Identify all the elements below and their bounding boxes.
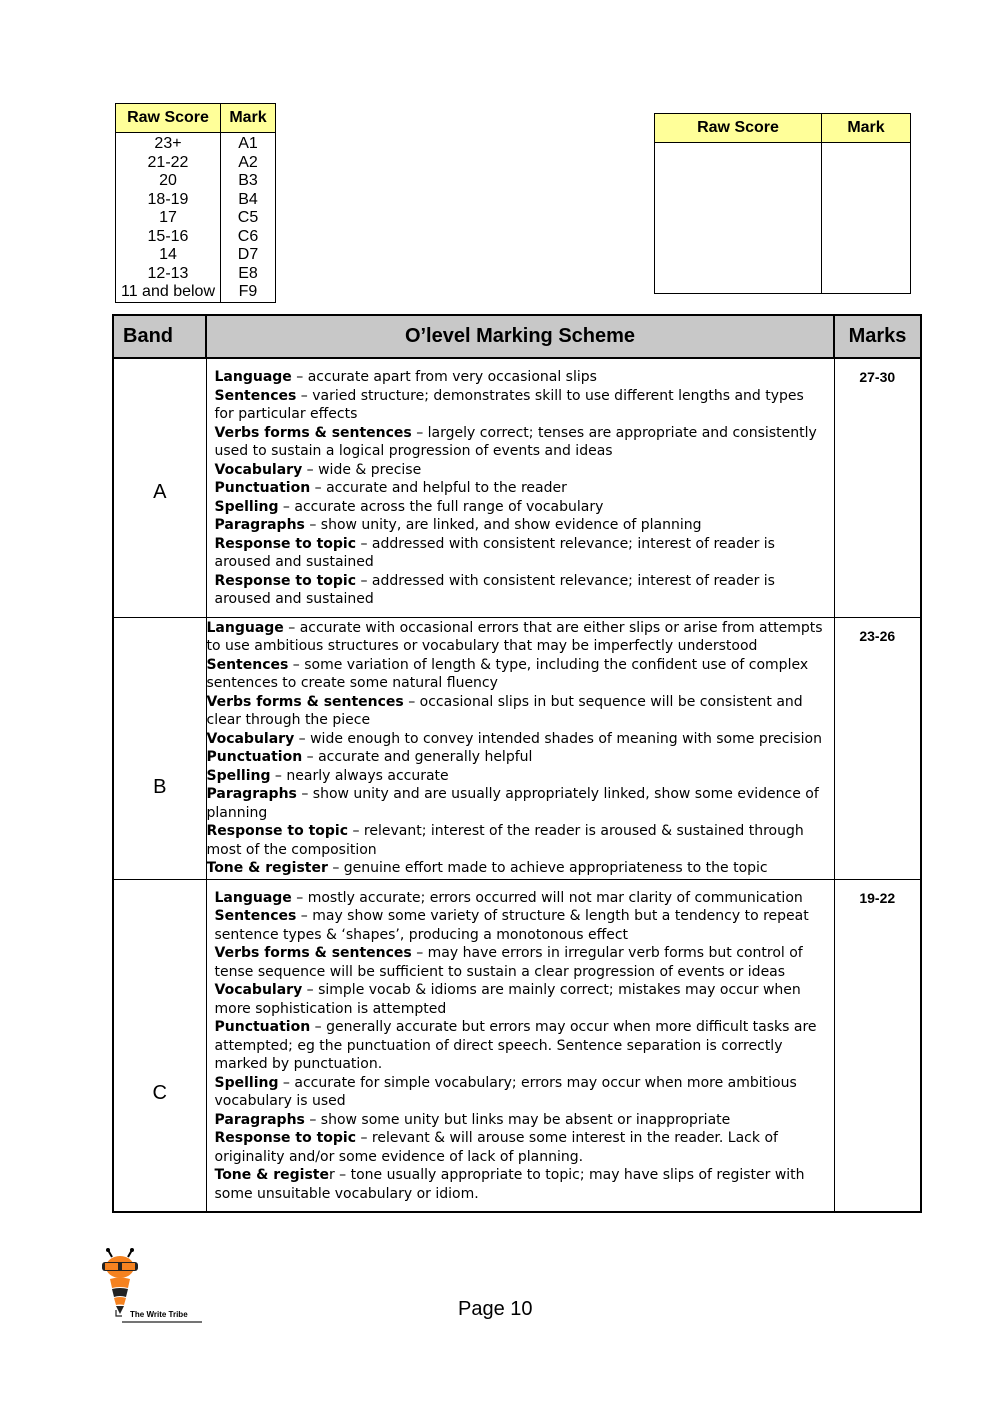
criterion-text: – wide & precise bbox=[302, 461, 422, 478]
conversion-row bbox=[116, 209, 276, 228]
criterion bbox=[215, 368, 828, 387]
logo-text: The Write Tribe bbox=[130, 1310, 188, 1319]
criterion bbox=[215, 1111, 828, 1130]
criterion bbox=[207, 619, 830, 656]
criterion-text: – largely correct; tenses are appropriate and consistently used to sustain a logical progression of events and ideas bbox=[214, 424, 817, 459]
band-marks: 23-26 bbox=[834, 617, 921, 879]
criterion-term: Response to topic bbox=[214, 1130, 357, 1146]
raw-score-conversion-table bbox=[115, 103, 276, 303]
criterion bbox=[215, 1018, 828, 1074]
criterion-text: – mostly accurate; errors occurred will not mar clarity of communication bbox=[291, 889, 803, 906]
conversion-row bbox=[116, 228, 276, 247]
criterion bbox=[215, 461, 828, 480]
mark-entry-cell[interactable] bbox=[822, 143, 911, 294]
criterion-text: – occasional slips in but sequence will be consistent and clear through the piece bbox=[206, 693, 803, 728]
criterion-term: Spelling bbox=[214, 498, 279, 515]
criterion-term: Sentences bbox=[206, 656, 289, 673]
criterion-term: Language bbox=[206, 619, 284, 636]
scheme-rows bbox=[113, 358, 921, 1212]
criterion-text: – show unity, are linked, and show evidence of planning bbox=[304, 517, 702, 533]
criterion-term: Response to topic bbox=[214, 535, 357, 552]
page-number: Page 10 bbox=[458, 1298, 533, 1320]
conversion-row bbox=[116, 265, 276, 284]
conversion-rows bbox=[116, 133, 276, 303]
criterion-text: – accurate for simple vocabulary; errors may occur when more ambitious vocabulary is used bbox=[214, 1074, 797, 1109]
criterion-term: Vocabulary bbox=[214, 982, 303, 998]
conversion-row bbox=[116, 133, 276, 154]
criterion bbox=[207, 859, 830, 878]
criterion-text: – show unity and are usually appropriately linked, show some evidence of planning bbox=[206, 786, 819, 821]
mark-cell: E8 bbox=[221, 265, 276, 284]
mark-header: Mark bbox=[221, 104, 276, 133]
criterion-term: Response to topic bbox=[206, 823, 349, 839]
raw-score-header: Raw Score bbox=[116, 104, 221, 133]
criterion bbox=[215, 479, 828, 498]
mark-cell: B3 bbox=[221, 172, 276, 191]
criterion-text: – simple vocab & idioms are mainly correct; mistakes may occur when more sophistication is attempted bbox=[214, 982, 801, 1017]
conversion-row bbox=[116, 246, 276, 265]
criterion-term: Vocabulary bbox=[206, 730, 295, 747]
raw-score-cell: 15-16 bbox=[116, 228, 221, 247]
criterion-text: – some variation of length & type, including the confident use of complex sentences to create some natural fluency bbox=[206, 656, 809, 691]
raw-score-cell: 20 bbox=[116, 172, 221, 191]
raw-score-cell: 12-13 bbox=[116, 265, 221, 284]
raw-score-header: Raw Score bbox=[655, 114, 822, 143]
band-row bbox=[113, 617, 921, 879]
band-marks: 19-22 bbox=[834, 879, 921, 1212]
criterion-term: Verbs forms & sentences bbox=[206, 693, 404, 710]
criterion-term: Sentences bbox=[214, 908, 297, 924]
criterion-term: Spelling bbox=[206, 767, 271, 784]
mark-cell: B4 bbox=[221, 191, 276, 210]
write-tribe-logo bbox=[98, 1248, 208, 1328]
criterion-term: Punctuation bbox=[214, 1019, 311, 1035]
raw-score-cell: 23+ bbox=[116, 133, 221, 154]
criterion-term: Punctuation bbox=[214, 480, 311, 496]
mark-cell: A2 bbox=[221, 154, 276, 173]
criterion-text: – accurate with occasional errors that are either slips or arise from attempts to use ambitious structures or vocabulary that may be imperfectly understood bbox=[206, 619, 823, 654]
band-criteria bbox=[206, 358, 834, 617]
criterion-term: Sentences bbox=[214, 387, 297, 404]
criterion-text: – addressed with consistent relevance; interest of reader is aroused and sustained bbox=[214, 535, 775, 570]
criterion bbox=[215, 1129, 828, 1166]
raw-score-cell: 18-19 bbox=[116, 191, 221, 210]
criterion-text: – accurate apart from very occasional slips bbox=[291, 369, 597, 385]
criterion-term: Vocabulary bbox=[214, 461, 303, 478]
mark-cell: F9 bbox=[221, 283, 276, 302]
criterion-term: Punctuation bbox=[206, 749, 303, 765]
criterion-text: – relevant & will arouse some interest in the reader. Lack of originality and/or some evidence of lack of planning. bbox=[214, 1130, 778, 1165]
criterion bbox=[207, 785, 830, 822]
criterion-term: Paragraphs bbox=[214, 1111, 305, 1128]
criterion bbox=[215, 907, 828, 944]
band-label: A bbox=[113, 358, 206, 617]
mark-header: Mark bbox=[822, 114, 911, 143]
criterion bbox=[215, 572, 828, 609]
raw-score-cell: 17 bbox=[116, 209, 221, 228]
criterion bbox=[215, 535, 828, 572]
criterion bbox=[215, 1074, 828, 1111]
criterion bbox=[207, 767, 830, 786]
criterion bbox=[215, 1166, 828, 1203]
score-entry-table bbox=[654, 113, 911, 294]
mark-cell: D7 bbox=[221, 246, 276, 265]
criterion bbox=[215, 498, 828, 517]
criterion bbox=[215, 944, 828, 981]
criterion bbox=[215, 516, 828, 535]
band-header: Band bbox=[113, 315, 206, 358]
band-marks: 27-30 bbox=[834, 358, 921, 617]
band-criteria bbox=[206, 617, 834, 879]
criterion-term: Paragraphs bbox=[214, 517, 305, 533]
marking-scheme-table bbox=[112, 314, 922, 1213]
criterion bbox=[215, 387, 828, 424]
criterion-text: – generally accurate but errors may occur when more difficult tasks are attempted; eg the punctuation of direct speech. Sentence separation is correctly marked by punctuation. bbox=[214, 1019, 817, 1072]
raw-score-cell: 21-22 bbox=[116, 154, 221, 173]
criterion-term: Paragraphs bbox=[206, 786, 297, 802]
criterion-term: Response to topic bbox=[214, 572, 357, 589]
criterion-text: – accurate and helpful to the reader bbox=[310, 480, 567, 496]
criterion-text: – addressed with consistent relevance; interest of reader is aroused and sustained bbox=[214, 572, 775, 607]
scheme-title-header: O’level Marking Scheme bbox=[206, 315, 834, 358]
criterion-term: Tone & registe bbox=[214, 1167, 329, 1183]
criterion-term: Spelling bbox=[214, 1074, 279, 1091]
criterion-term: Language bbox=[214, 369, 292, 385]
conversion-row bbox=[116, 191, 276, 210]
band-row bbox=[113, 879, 921, 1212]
criterion-text: r – tone usually appropriate to topic; may have slips of register with some unsuitable vocabulary or idiom. bbox=[214, 1167, 805, 1202]
criterion-term: Language bbox=[214, 889, 292, 906]
criterion-text: – relevant; interest of the reader is aroused & sustained through most of the composition bbox=[206, 823, 804, 858]
criterion-text: – accurate and generally helpful bbox=[302, 749, 533, 765]
criterion bbox=[207, 730, 830, 749]
criterion bbox=[207, 693, 830, 730]
raw-score-cell: 14 bbox=[116, 246, 221, 265]
criterion-term: Verbs forms & sentences bbox=[214, 945, 412, 961]
criterion-text: – genuine effort made to achieve appropriateness to the topic bbox=[327, 860, 768, 876]
raw-score-cell: 11 and below bbox=[116, 283, 221, 302]
criterion bbox=[215, 981, 828, 1018]
criterion-term: Verbs forms & sentences bbox=[214, 424, 412, 441]
raw-score-entry-cell[interactable] bbox=[655, 143, 822, 294]
criterion bbox=[207, 656, 830, 693]
band-row bbox=[113, 358, 921, 617]
criterion-text: – accurate across the full range of vocabulary bbox=[278, 498, 604, 515]
criterion-text: – may have errors in irregular verb forms but control of tense sequence will be sufficient to sustain a clear progression of events or ideas bbox=[214, 945, 803, 980]
criterion-text: – nearly always accurate bbox=[270, 767, 449, 784]
band-criteria bbox=[206, 879, 834, 1212]
criterion bbox=[207, 822, 830, 859]
criterion bbox=[207, 748, 830, 767]
band-label: B bbox=[113, 617, 206, 879]
band-label: C bbox=[113, 879, 206, 1212]
conversion-row bbox=[116, 283, 276, 302]
mark-cell: C6 bbox=[221, 228, 276, 247]
criterion-text: – show some unity but links may be absent or inappropriate bbox=[304, 1111, 731, 1128]
criterion-text: – wide enough to convey intended shades of meaning with some precision bbox=[294, 730, 822, 747]
criterion bbox=[215, 424, 828, 461]
criterion-term: Tone & register bbox=[206, 860, 328, 876]
criterion-text: – varied structure; demonstrates skill to use different lengths and types for particular effects bbox=[214, 387, 804, 422]
criterion-text: – may show some variety of structure & length but a tendency to repeat sentence types & ‘shapes’, producing a monotonous effect bbox=[214, 908, 809, 943]
conversion-row bbox=[116, 172, 276, 191]
conversion-row bbox=[116, 154, 276, 173]
marks-header: Marks bbox=[834, 315, 921, 358]
criterion bbox=[215, 889, 828, 908]
mark-cell: A1 bbox=[221, 133, 276, 154]
mark-cell: C5 bbox=[221, 209, 276, 228]
